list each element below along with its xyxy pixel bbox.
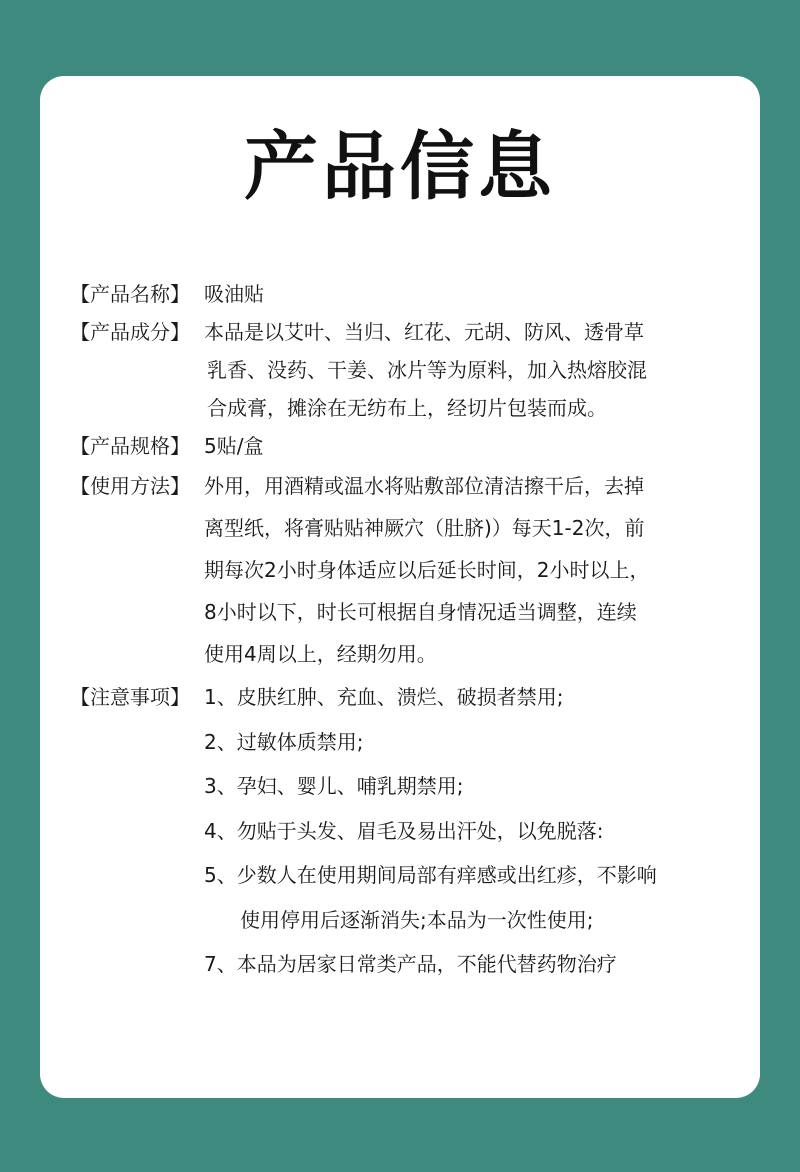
- value-line: 离型纸，将膏贴贴神厥穴（肚脐)）每天1-2次，前: [204, 516, 645, 540]
- row-label: 【使用方法】: [70, 474, 190, 498]
- value-line: 1、皮肤红肿、充血、溃烂、破损者禁用;: [204, 685, 564, 709]
- value-line: 4、勿贴于头发、眉毛及易出汗处，以免脱落:: [204, 818, 604, 843]
- row-label: 【产品规格】: [70, 434, 190, 458]
- row-precautions: [70, 675, 750, 987]
- value-line: 外用，用酒精或温水将贴敷部位清洁擦干后，去掉: [204, 474, 644, 498]
- value-line: 8小时以下，时长可根据自身情况适当调整，连续: [204, 600, 637, 624]
- row-product-name: [70, 275, 750, 313]
- row-value: [204, 675, 750, 987]
- value-line: 合成膏，摊涂在无纺布上，经切片包装而成。: [207, 396, 607, 420]
- page-title: 产品信息: [244, 124, 556, 210]
- value-line: 7、本品为居家日常类产品，不能代替药物治疗: [204, 952, 617, 976]
- value-line: 5贴/盒: [204, 434, 264, 458]
- row-label: 【产品名称】: [70, 282, 190, 306]
- value-line: 吸油贴: [204, 282, 264, 306]
- value-line: 乳香、没药、干姜、冰片等为原料，加入热熔胶混: [207, 358, 647, 382]
- value-line: 2、过敏体质禁用;: [204, 729, 364, 754]
- value-line: 5、少数人在使用期间局部有痒感或出红疹，不影响: [204, 863, 657, 887]
- value-line: 使用4周以上，经期勿用。: [204, 642, 437, 666]
- row-label: 【注意事项】: [70, 685, 190, 709]
- row-value: [204, 427, 750, 465]
- row-usage-method: [70, 465, 750, 675]
- row-product-ingredients: [70, 313, 750, 427]
- row-product-spec: [70, 427, 750, 465]
- row-value: [204, 313, 750, 427]
- value-line: 3、孕妇、婴儿、哺乳期禁用;: [204, 774, 464, 798]
- row-label: 【产品成分】: [70, 320, 190, 344]
- product-info-list: [70, 275, 750, 987]
- value-line: 本品是以艾叶、当归、红花、元胡、防风、透骨草: [204, 320, 644, 344]
- value-line: 期每次2小时身体适应以后延长时间，2小时以上，: [204, 558, 650, 582]
- value-line: 使用停用后逐渐消失;本品为一次性使用;: [240, 907, 594, 932]
- row-value: [204, 275, 750, 313]
- row-value: [204, 465, 750, 675]
